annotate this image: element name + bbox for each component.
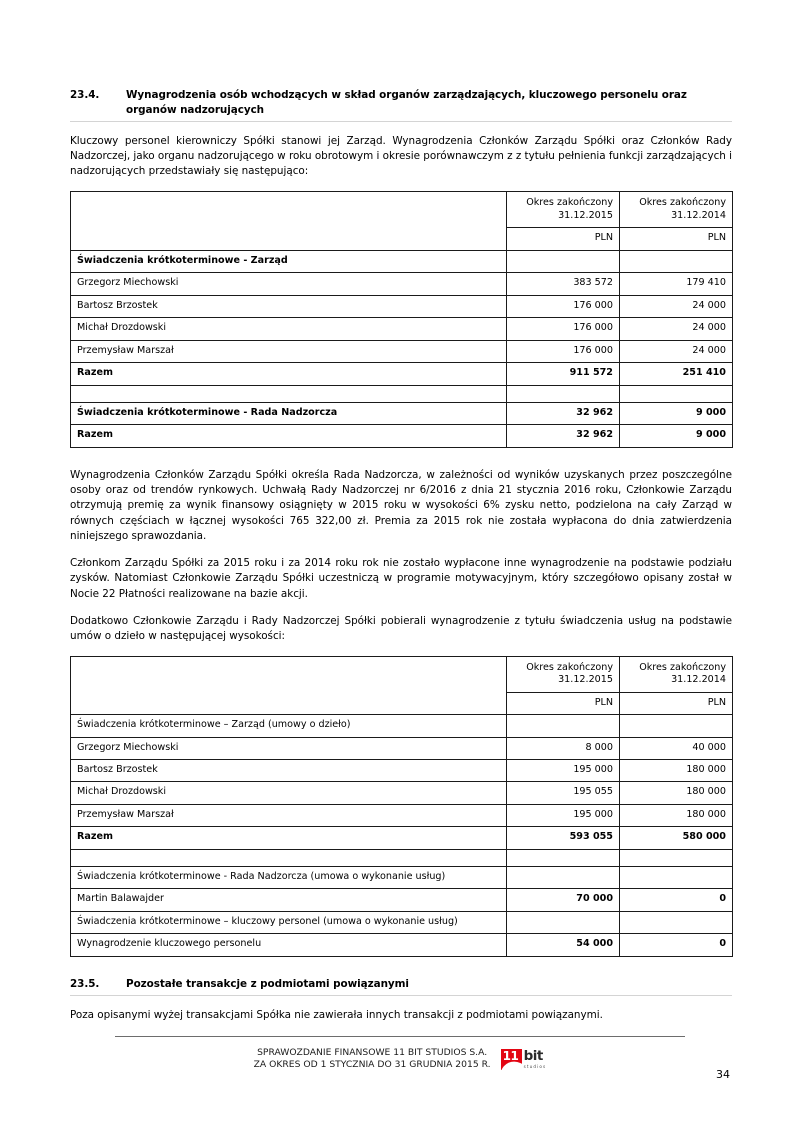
row-value-2014	[620, 250, 733, 272]
row-value-2014: 0	[620, 889, 733, 911]
footer-report-title	[254, 1047, 491, 1072]
row-label	[71, 385, 507, 402]
section-number: 23.5.	[70, 977, 100, 990]
table2-header-row-periods	[71, 656, 733, 692]
page-content	[70, 88, 732, 1035]
row-value-2014: 9 000	[620, 402, 733, 424]
row-value-2014	[620, 911, 733, 933]
row-label: Michał Drozdowski	[71, 318, 507, 340]
table-row	[71, 340, 733, 362]
remuneration-table-service-contracts	[70, 656, 733, 957]
row-value-2014	[620, 849, 733, 866]
row-value-2015: 593 055	[507, 827, 620, 849]
row-value-2014: 24 000	[620, 340, 733, 362]
logo-mark-icon	[501, 1049, 522, 1070]
table2-header-period-2015	[507, 656, 620, 692]
row-value-2015: 32 962	[507, 402, 620, 424]
row-label: Grzegorz Miechowski	[71, 737, 507, 759]
table2-unit-2014: PLN	[620, 692, 733, 714]
row-value-2014	[620, 866, 733, 888]
row-value-2014: 180 000	[620, 782, 733, 804]
row-label: Przemysław Marszał	[71, 804, 507, 826]
row-value-2015: 195 055	[507, 782, 620, 804]
table-row	[71, 827, 733, 849]
logo-bit-text: bit	[523, 1047, 543, 1064]
row-value-2015: 32 962	[507, 425, 620, 447]
row-value-2014: 580 000	[620, 827, 733, 849]
table1-header-period-2014-line1: Okres zakończony	[639, 197, 726, 209]
section-title: Wynagrodzenia osób wchodzących w skład organów zarządzających, kluczowego personelu oraz organów nadzorujących	[126, 89, 687, 116]
row-label: Przemysław Marszał	[71, 340, 507, 362]
table-row	[71, 273, 733, 295]
table2-header-period-2014-line1: Okres zakończony	[639, 661, 726, 673]
table1-header-period-2015	[507, 192, 620, 228]
table-row	[71, 849, 733, 866]
table-row	[71, 737, 733, 759]
table-row	[71, 866, 733, 888]
paragraph-board-remuneration-policy: Wynagrodzenia Członków Zarządu Spółki określa Rada Nadzorcza, w zależności od wyników uzyskanych przez poszczególne osoby oraz od trendów rynkowych. Uchwałą Rady Nadzorczej nr 6/2016 z dnia 21 stycznia 2016 roku, Członkowie Zarządu otrzymują premię za wynik finansowy osiągnięty w 2015 roku w wysokości 6% zysku netto, podzielona na cały Zarząd w równych częściach w łącznej wysokości 765 322,00 zł. Premia za 2015 rok nie została wypłacona do dnia zatwierdzenia niniejszego sprawozdania.	[70, 468, 732, 542]
row-value-2014: 251 410	[620, 363, 733, 385]
row-value-2015: 54 000	[507, 934, 620, 956]
footer-line2: ZA OKRES OD 1 STYCZNIA DO 31 GRUDNIA 2015 R.	[253, 1059, 491, 1071]
row-value-2015	[507, 866, 620, 888]
footer-line1: SPRAWOZDANIE FINANSOWE 11 BIT STUDIOS S.A.	[257, 1047, 488, 1058]
paragraph-service-contracts-intro: Dodatkowo Członkowie Zarządu i Rady Nadzorczej Spółki pobierali wynagrodzenie z tytułu świadczenia usług na podstawie umów o dzieło w następującej wysokości:	[70, 615, 732, 643]
row-label: Świadczenia krótkoterminowe - Zarząd	[71, 250, 507, 272]
row-value-2014	[620, 385, 733, 402]
row-value-2015	[507, 250, 620, 272]
row-value-2015: 176 000	[507, 340, 620, 362]
row-value-2014: 0	[620, 934, 733, 956]
row-value-2015: 195 000	[507, 760, 620, 782]
table-row	[71, 250, 733, 272]
row-value-2014	[620, 715, 733, 737]
row-value-2015: 195 000	[507, 804, 620, 826]
logo-wordmark	[523, 1049, 547, 1070]
row-value-2015: 176 000	[507, 318, 620, 340]
table1-header-blank	[71, 192, 507, 250]
logo-studios-text: studios	[523, 1064, 547, 1070]
table-row	[71, 889, 733, 911]
row-value-2015	[507, 385, 620, 402]
table2-body	[71, 715, 733, 957]
table-row	[71, 760, 733, 782]
row-label: Razem	[71, 827, 507, 849]
table-row	[71, 911, 733, 933]
page-footer	[115, 1036, 685, 1072]
remuneration-table-board	[70, 191, 733, 447]
row-label: Razem	[71, 425, 507, 447]
paragraph-profit-share: Członkom Zarządu Spółki za 2015 roku i za 2014 roku rok nie zostało wypłacone inne wynagrodzenie na podstawie podziału zysków. Natomiast Członkowie Zarządu Spółki uczestniczą w programie motywacyjnym, który szczegółowo opisany został w Nocie 22 Płatności realizowane na bazie akcji.	[70, 557, 732, 600]
row-value-2015: 176 000	[507, 295, 620, 317]
paragraph-other-related-party: Poza opisanymi wyżej transakcjami Spółka nie zawierała innych transakcji z podmiotami powiązanymi.	[70, 1008, 603, 1021]
table1-unit-2015: PLN	[507, 228, 620, 250]
table-row	[71, 363, 733, 385]
table1-header-period-2014	[620, 192, 733, 228]
row-value-2014: 179 410	[620, 273, 733, 295]
row-value-2014: 180 000	[620, 760, 733, 782]
table1-head	[71, 192, 733, 250]
table-row	[71, 715, 733, 737]
table-row	[71, 425, 733, 447]
row-label: Wynagrodzenie kluczowego personelu	[71, 934, 507, 956]
table1-unit-2014: PLN	[620, 228, 733, 250]
section-title: Pozostałe transakcje z podmiotami powiązanymi	[126, 977, 409, 990]
row-label: Michał Drozdowski	[71, 782, 507, 804]
row-value-2015	[507, 715, 620, 737]
table2-header-period-2014	[620, 656, 733, 692]
table-row	[71, 385, 733, 402]
row-label: Martin Balawajder	[71, 889, 507, 911]
row-label: Bartosz Brzostek	[71, 295, 507, 317]
table-row	[71, 318, 733, 340]
row-value-2014: 24 000	[620, 318, 733, 340]
table-row	[71, 295, 733, 317]
row-value-2015: 8 000	[507, 737, 620, 759]
row-label	[71, 849, 507, 866]
footer-inner	[115, 1037, 685, 1072]
row-value-2015: 70 000	[507, 889, 620, 911]
table2-head	[71, 656, 733, 714]
paragraph-intro: Kluczowy personel kierowniczy Spółki stanowi jej Zarząd. Wynagrodzenia Członków Zarządu Spółki oraz Członków Rady Nadzorczej, jako organu nadzorującego w roku obrotowym i okresie porównawczym z z tytułu pełnienia funkcji zarządzających i nadzorujących przedstawiały się następująco:	[70, 134, 732, 178]
table2-unit-2015: PLN	[507, 692, 620, 714]
row-label: Razem	[71, 363, 507, 385]
table2-header-period-2015-line1: Okres zakończony	[526, 661, 613, 673]
row-value-2015: 911 572	[507, 363, 620, 385]
row-label: Świadczenia krótkoterminowe – Zarząd (umowy o dzieło)	[71, 715, 507, 737]
page-number: 34	[716, 1068, 730, 1081]
section-heading-23-5	[70, 977, 732, 992]
table1-body	[71, 250, 733, 447]
row-label: Bartosz Brzostek	[71, 760, 507, 782]
row-label: Świadczenia krótkoterminowe - Rada Nadzorcza (umowa o wykonanie usług)	[71, 866, 507, 888]
table2-header-period-2014-line2: 31.12.2014	[671, 674, 726, 686]
heading-divider	[70, 995, 732, 996]
table1-header-period-2015-line1: Okres zakończony	[526, 197, 613, 209]
row-value-2014: 40 000	[620, 737, 733, 759]
table2-header-period-2015-line2: 31.12.2015	[558, 674, 613, 686]
row-value-2015	[507, 849, 620, 866]
table1-header-period-2015-line2: 31.12.2015	[558, 209, 613, 221]
table-row	[71, 804, 733, 826]
table2-spacing	[70, 963, 732, 977]
table-row	[71, 782, 733, 804]
logo-number: 11	[502, 1048, 519, 1063]
table1-spacing	[70, 454, 732, 468]
row-value-2015	[507, 911, 620, 933]
row-value-2014: 9 000	[620, 425, 733, 447]
row-label: Grzegorz Miechowski	[71, 273, 507, 295]
table-row	[71, 934, 733, 956]
table1-header-period-2014-line2: 31.12.2014	[671, 209, 726, 221]
table1-header-row-periods	[71, 192, 733, 228]
section-heading-23-4	[70, 88, 732, 118]
heading-divider	[70, 121, 732, 122]
table2-header-blank	[71, 656, 507, 714]
row-label: Świadczenia krótkoterminowe – kluczowy personel (umowa o wykonanie usług)	[71, 911, 507, 933]
row-value-2014: 24 000	[620, 295, 733, 317]
row-label: Świadczenia krótkoterminowe - Rada Nadzorcza	[71, 402, 507, 424]
company-logo	[501, 1049, 547, 1070]
section-number: 23.4.	[70, 89, 100, 101]
table-row	[71, 402, 733, 424]
row-value-2015: 383 572	[507, 273, 620, 295]
row-value-2014: 180 000	[620, 804, 733, 826]
